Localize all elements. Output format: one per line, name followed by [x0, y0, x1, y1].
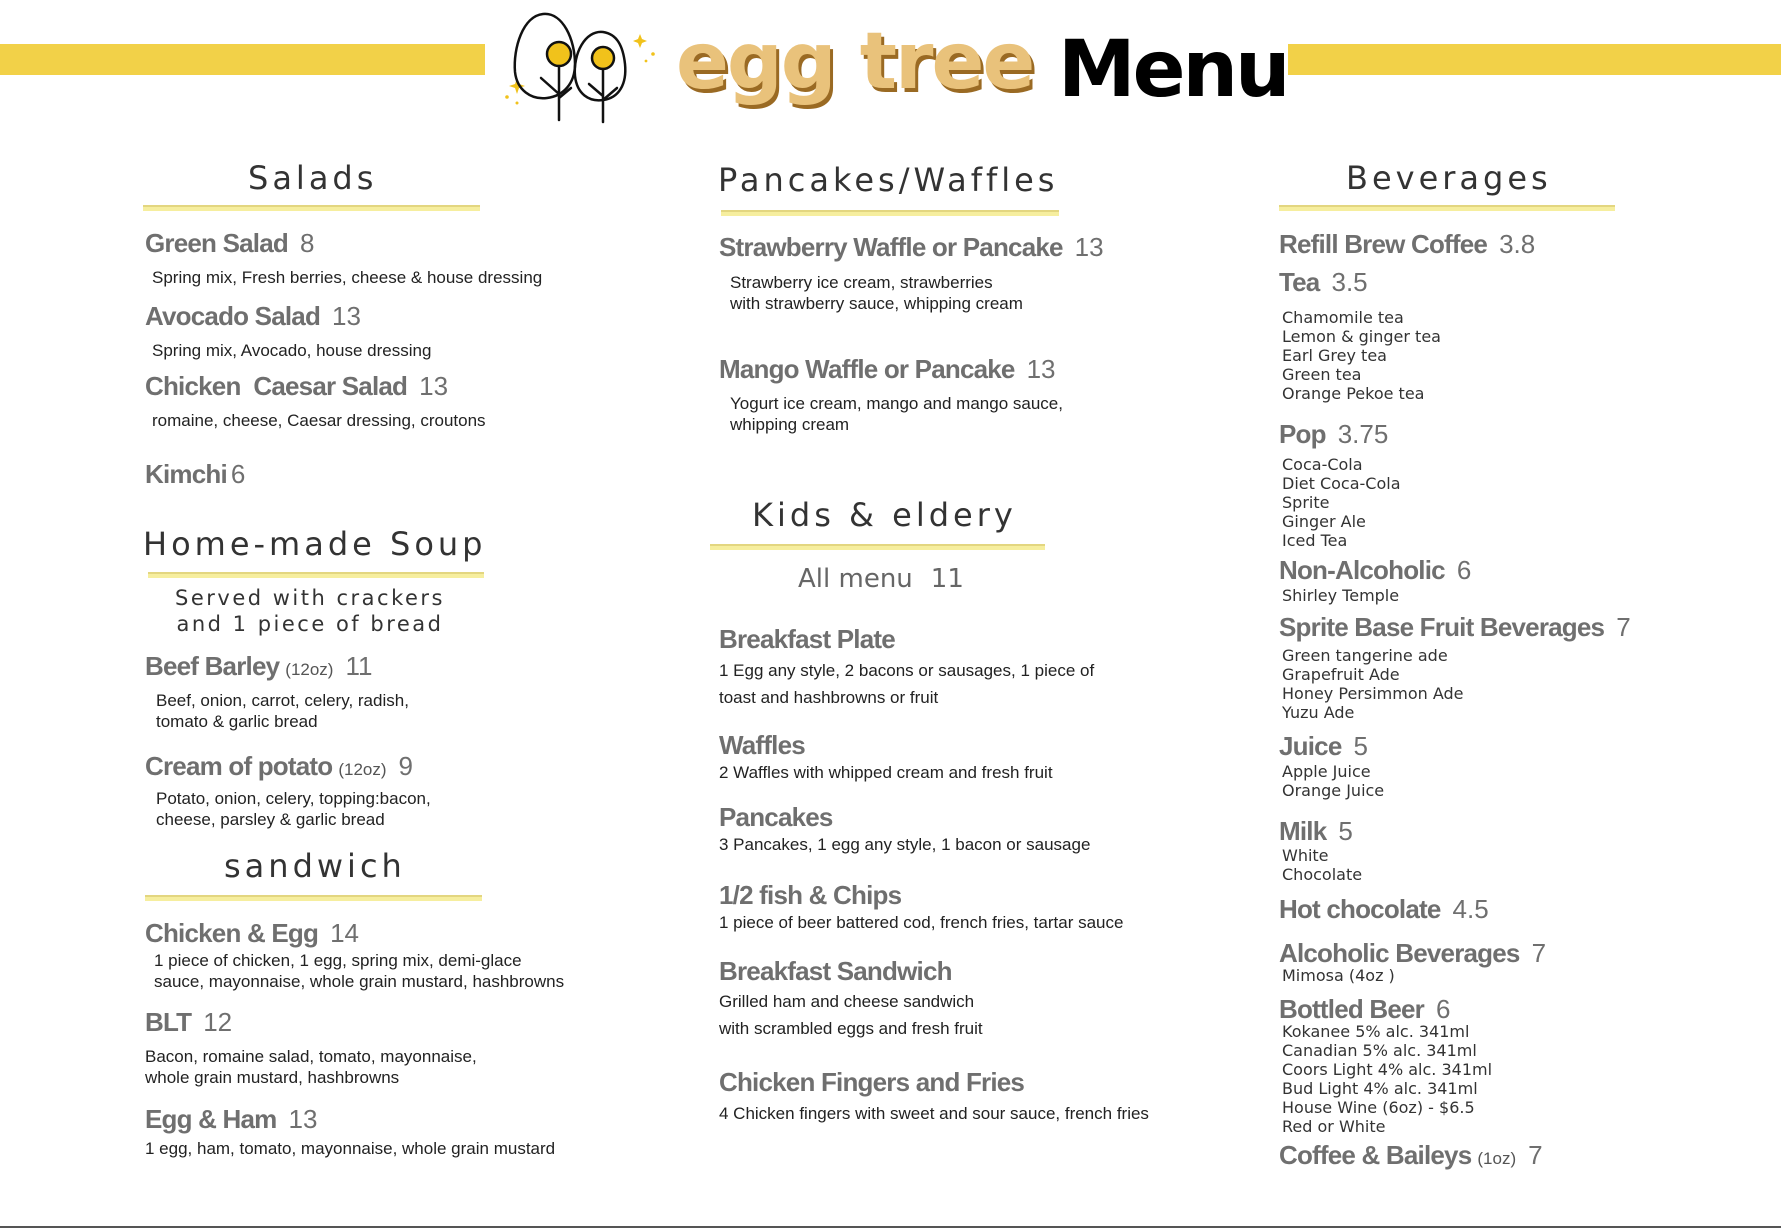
list-item: Chocolate [1282, 865, 1363, 884]
item-price: 4.5 [1452, 894, 1489, 924]
all-menu-label: All menu [798, 564, 913, 594]
item-name: Breakfast Sandwich [719, 956, 952, 986]
list-item: Apple Juice [1282, 762, 1371, 781]
bottom-border [0, 1226, 1781, 1228]
description-line: whole grain mustard, hashbrowns [145, 1068, 400, 1087]
item-price: 3.8 [1499, 229, 1536, 259]
menu-item-cream-of-potato [145, 750, 413, 786]
item-name: Breakfast Plate [719, 624, 895, 654]
item-description: Spring mix, Fresh berries, cheese & house dressing [152, 268, 543, 287]
item-name: Chicken Fingers and Fries [719, 1067, 1025, 1097]
item-price: 5 [1353, 731, 1368, 761]
menu-item-tea [1279, 266, 1368, 298]
item-name: Coffee & Baileys [1279, 1140, 1472, 1170]
description-line: whipping cream [730, 415, 850, 434]
section-underline [710, 544, 1045, 550]
item-name: Avocado Salad [145, 301, 321, 331]
item-price: 3.75 [1337, 419, 1389, 449]
description-line: Beef, onion, carrot, celery, radish, [156, 691, 409, 710]
menu-item-green-salad [145, 227, 314, 259]
description-line: 1 Egg any style, 2 bacons or sausages, 1 piece of [719, 661, 1095, 680]
list-item: White [1282, 846, 1329, 865]
item-price: 7 [1528, 1140, 1543, 1170]
soup-subtitle-line: and 1 piece of bread [176, 612, 444, 636]
sprite-base-options [1282, 646, 1464, 722]
list-item: Coors Light 4% alc. 341ml [1282, 1060, 1493, 1079]
menu-item-bottled-beer [1279, 993, 1450, 1025]
section-underline [721, 210, 1059, 216]
header-band-left [0, 44, 485, 75]
menu-item-refill-coffee [1279, 228, 1535, 260]
list-item: Canadian 5% alc. 341ml [1282, 1041, 1477, 1060]
item-name: Beef Barley [145, 651, 280, 681]
section-title-salads: Salads [248, 159, 378, 197]
section-title-soup: Home-made Soup [143, 525, 487, 563]
soup-subtitle-line: Served with crackers [175, 586, 445, 610]
tea-options [1282, 308, 1441, 403]
menu-item-pop [1279, 418, 1388, 450]
item-name: Strawberry Waffle or Pancake [719, 232, 1063, 262]
egg-tree-logo-icon [495, 6, 665, 126]
item-price: 6 [1456, 555, 1472, 585]
item-name: BLT [145, 1007, 192, 1037]
list-item: Lemon & ginger tea [1282, 327, 1441, 346]
item-price: 12 [203, 1007, 233, 1037]
item-price: 6 [230, 459, 246, 489]
item-description [154, 950, 564, 992]
menu-item-blt [145, 1006, 232, 1038]
item-price: 8 [299, 228, 315, 258]
item-description: 2 Waffles with whipped cream and fresh fruit [719, 763, 1053, 782]
item-name: Refill Brew Coffee [1279, 229, 1488, 259]
item-name: Bottled Beer [1279, 994, 1424, 1024]
all-menu-price: 11 [930, 564, 964, 594]
item-name: Green Salad [145, 228, 288, 258]
menu-item-breakfast-plate [719, 623, 895, 655]
item-name: Non-Alcoholic [1279, 555, 1445, 585]
kids-all-menu [798, 563, 964, 595]
item-name: Sprite Base Fruit Beverages [1279, 612, 1605, 642]
soup-subtitle [150, 585, 470, 637]
menu-title: Menu [1058, 25, 1288, 115]
item-description: Spring mix, Avocado, house dressing [152, 341, 432, 360]
list-item: Shirley Temple [1282, 586, 1400, 605]
item-description: 4 Chicken fingers with sweet and sour sauce, french fries [719, 1104, 1149, 1123]
item-price: 5 [1338, 816, 1353, 846]
section-underline [145, 895, 482, 901]
description-line: with scrambled eggs and fresh fruit [719, 1019, 983, 1038]
menu-item-chicken-egg [145, 917, 359, 949]
item-price: 6 [1435, 994, 1451, 1024]
alcoholic-options [1282, 966, 1395, 985]
list-item: House Wine (6oz) - $6.5 [1282, 1098, 1475, 1117]
description-line: tomato & garlic bread [156, 712, 318, 731]
menu-item-chicken-fingers [719, 1066, 1024, 1098]
menu-item-chicken-caesar-salad [145, 370, 448, 402]
item-price: 13 [1026, 354, 1056, 384]
bottled-beer-options [1282, 1022, 1492, 1136]
menu-item-beef-barley [145, 650, 372, 686]
description-line: Strawberry ice cream, strawberries [730, 273, 993, 292]
item-price: 7 [1616, 612, 1631, 642]
item-price: 13 [1074, 232, 1104, 262]
list-item: Green tangerine ade [1282, 646, 1448, 665]
menu-item-breakfast-sandwich [719, 955, 952, 987]
description-line: Yogurt ice cream, mango and mango sauce, [730, 394, 1063, 413]
non-alcoholic-options [1282, 586, 1399, 605]
menu-item-alcoholic [1279, 937, 1546, 969]
menu-item-coffee-baileys [1279, 1139, 1543, 1175]
description-line: sauce, mayonnaise, whole grain mustard, hashbrowns [154, 972, 565, 991]
list-item: Orange Juice [1282, 781, 1385, 800]
description-line: 1 piece of chicken, 1 egg, spring mix, demi-glace [154, 951, 522, 970]
list-item: Kokanee 5% alc. 341ml [1282, 1022, 1470, 1041]
menu-item-milk [1279, 815, 1353, 847]
section-underline [143, 205, 480, 211]
section-underline [1279, 205, 1615, 211]
item-description [719, 988, 983, 1042]
item-size: (12oz) [338, 760, 387, 779]
menu-item-pancakes [719, 801, 833, 833]
list-item: Chamomile tea [1282, 308, 1404, 327]
item-size: (1oz) [1477, 1149, 1517, 1168]
item-description [156, 788, 431, 830]
section-title-kids: Kids & eldery [752, 496, 1017, 534]
menu-item-hot-chocolate [1279, 893, 1489, 925]
item-description: 1 egg, ham, tomato, mayonnaise, whole grain mustard [145, 1139, 556, 1158]
list-item: Mimosa (4oz ) [1282, 966, 1395, 985]
item-name: Cream of potato [145, 751, 333, 781]
item-price: 9 [398, 751, 413, 781]
list-item: Sprite [1282, 493, 1330, 512]
item-name: Egg & Ham [145, 1104, 277, 1134]
section-title-pancakes: Pancakes/Waffles [718, 161, 1059, 199]
item-description: romaine, cheese, Caesar dressing, croutons [152, 411, 486, 430]
item-description [145, 1046, 477, 1088]
list-item: Yuzu Ade [1282, 703, 1355, 722]
menu-item-fish-chips [719, 879, 901, 911]
menu-item-non-alcoholic [1279, 554, 1471, 586]
item-price: 13 [419, 371, 449, 401]
item-description: 3 Pancakes, 1 egg any style, 1 bacon or sausage [719, 835, 1091, 854]
list-item: Bud Light 4% alc. 341ml [1282, 1079, 1478, 1098]
description-line: Bacon, romaine salad, tomato, mayonnaise, [145, 1047, 477, 1066]
item-name: Hot chocolate [1279, 894, 1441, 924]
menu-item-juice [1279, 730, 1368, 762]
item-name: Alcoholic Beverages [1279, 938, 1520, 968]
list-item: Green tea [1282, 365, 1362, 384]
milk-options [1282, 846, 1362, 884]
list-item: Iced Tea [1282, 531, 1348, 550]
section-title-sandwich: sandwich [224, 847, 406, 885]
menu-item-strawberry-waffle [719, 231, 1104, 263]
menu-item-avocado-salad [145, 300, 361, 332]
list-item: Orange Pekoe tea [1282, 384, 1425, 403]
list-item: Diet Coca-Cola [1282, 474, 1401, 493]
menu-item-waffles [719, 729, 805, 761]
item-description [719, 657, 1094, 711]
item-name: Milk [1279, 816, 1327, 846]
header-band-right [1288, 44, 1781, 75]
description-line: Potato, onion, celery, topping:bacon, [156, 789, 431, 808]
item-name: Waffles [719, 730, 805, 760]
item-price: 13 [332, 301, 361, 331]
list-item: Ginger Ale [1282, 512, 1366, 531]
item-name: Pancakes [719, 802, 833, 832]
item-name: Pop [1279, 419, 1326, 449]
item-name: 1/2 fish & Chips [719, 880, 902, 910]
brand-name: egg tree [676, 17, 1034, 107]
list-item: Earl Grey tea [1282, 346, 1387, 365]
list-item: Red or White [1282, 1117, 1386, 1136]
item-description [730, 272, 1023, 314]
description-line: toast and hashbrowns or fruit [719, 688, 939, 707]
menu-item-egg-ham [145, 1103, 317, 1135]
list-item: Honey Persimmon Ade [1282, 684, 1464, 703]
item-name: Juice [1279, 731, 1342, 761]
item-description [730, 393, 1063, 435]
item-price: 7 [1531, 938, 1547, 968]
description-line: cheese, parsley & garlic bread [156, 810, 385, 829]
item-price: 3.5 [1331, 267, 1368, 297]
item-name: Mango Waffle or Pancake [719, 354, 1015, 384]
list-item: Grapefruit Ade [1282, 665, 1400, 684]
item-size: (12oz) [285, 660, 334, 679]
item-description [156, 690, 409, 732]
item-name: Chicken & Egg [145, 918, 319, 948]
pop-options [1282, 455, 1401, 550]
section-title-beverages: Beverages [1346, 159, 1552, 197]
item-description: 1 piece of beer battered cod, french fries, tartar sauce [719, 913, 1124, 932]
item-price: 11 [345, 651, 373, 681]
description-line: with strawberry sauce, whipping cream [730, 294, 1023, 313]
item-price: 14 [330, 918, 359, 948]
menu-item-sprite-base [1279, 611, 1631, 643]
item-name: Chicken Caesar Salad [145, 371, 408, 401]
description-line: Grilled ham and cheese sandwich [719, 992, 975, 1011]
section-underline [148, 572, 484, 578]
juice-options [1282, 762, 1384, 800]
menu-item-mango-waffle [719, 353, 1056, 385]
list-item: Coca-Cola [1282, 455, 1363, 474]
item-price: 13 [288, 1104, 318, 1134]
menu-item-kimchi [145, 458, 245, 490]
item-name: Kimchi [145, 459, 227, 489]
item-name: Tea [1279, 267, 1320, 297]
